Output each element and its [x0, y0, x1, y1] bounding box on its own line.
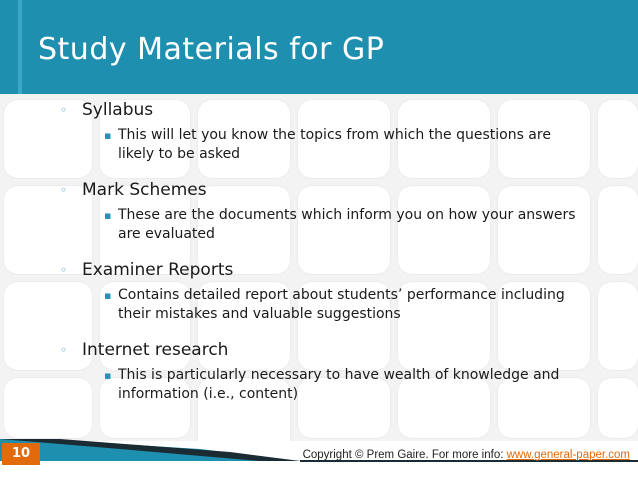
list-item [60, 340, 620, 404]
bullet-list [60, 100, 620, 420]
ring-bullet-icon: ◦ [60, 263, 68, 277]
ring-bullet-icon: ◦ [60, 343, 68, 357]
slide-title: Study Materials for GP [38, 32, 385, 67]
list-item-heading-text: Examiner Reports [82, 260, 234, 280]
list-item-detail [60, 126, 588, 164]
list-item-heading-text: Internet research [82, 340, 229, 360]
list-item-heading-text: Mark Schemes [82, 180, 207, 200]
copyright-note [300, 449, 630, 461]
list-item-heading [60, 260, 620, 280]
list-item-detail-text: This will let you know the topics from which the questions are likely to be asked [118, 127, 551, 162]
list-item-detail-text: These are the documents which inform you on how your answers are evaluated [118, 207, 576, 242]
title-bar [0, 0, 638, 94]
list-item-detail-text: This is particularly necessary to have wealth of knowledge and information (i.e., content) [118, 367, 560, 402]
list-item [60, 260, 620, 324]
square-bullet-icon: ▪ [104, 209, 112, 222]
title-bar-accent [18, 0, 22, 94]
list-item-detail [60, 206, 588, 244]
website-link[interactable]: www.general-paper.com [506, 449, 630, 461]
square-bullet-icon: ▪ [104, 129, 112, 142]
square-bullet-icon: ▪ [104, 369, 112, 382]
ring-bullet-icon: ◦ [60, 183, 68, 197]
list-item-detail [60, 286, 588, 324]
copyright-text: Copyright © Prem Gaire. For more info: [302, 449, 507, 461]
list-item-heading-text: Syllabus [82, 100, 154, 120]
list-item-heading [60, 100, 620, 120]
list-item [60, 180, 620, 244]
square-bullet-icon: ▪ [104, 289, 112, 302]
ring-bullet-icon: ◦ [60, 103, 68, 117]
list-item-heading [60, 180, 620, 200]
page-number: 10 [2, 443, 40, 465]
list-item-detail [60, 366, 588, 404]
list-item [60, 100, 620, 164]
list-item-heading [60, 340, 620, 360]
list-item-detail-text: Contains detailed report about students’ performance including their mistakes and valuable suggestions [118, 287, 565, 322]
